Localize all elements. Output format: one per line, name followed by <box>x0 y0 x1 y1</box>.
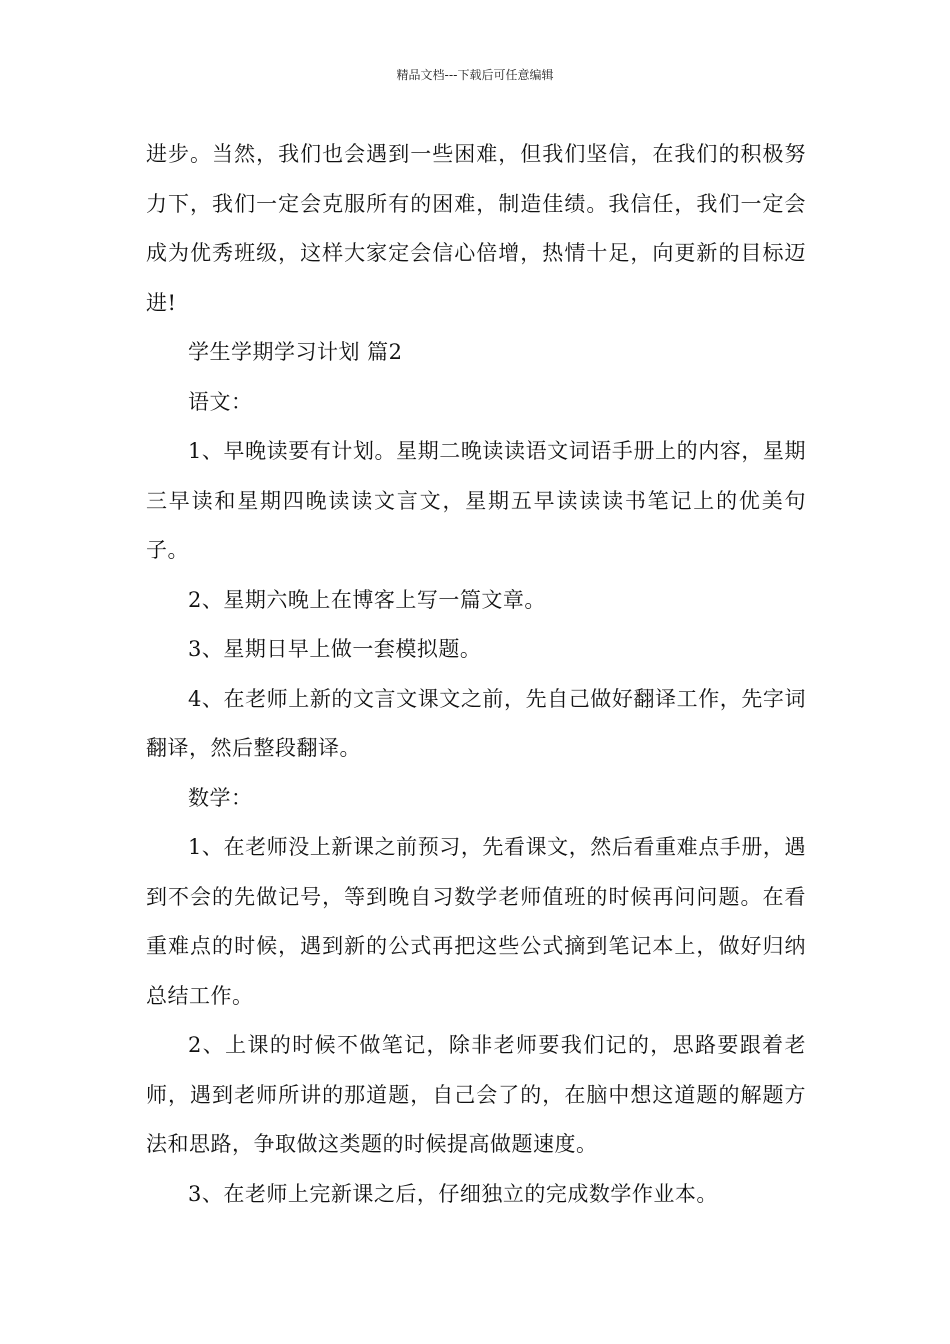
list-item: 2、上课的时候不做笔记，除非老师要我们记的，思路要跟着老师，遇到老师所讲的那道题，自己会了的，在脑中想这道题的解题方法和思路，争取做这类题的时候提高做题速度。 <box>146 1033 806 1156</box>
page-header: 精品文档---下载后可任意编辑 <box>396 68 554 82</box>
list-item: 3、在老师上完新课之后，仔细独立的完成数学作业本。 <box>188 1181 718 1206</box>
subject-heading-chinese: 语文： <box>188 389 253 414</box>
list-item: 1、早晚读要有计划。星期二晚读读语文词语手册上的内容，星期三早读和星期四晚读读文言文，星期五早读读读书笔记上的优美句子。 <box>146 439 806 562</box>
paragraph-continuation: 进步。当然，我们也会遇到一些困难，但我们坚信，在我们的积极努力下，我们一定会克服所有的困难，制造佳绩。我信任，我们一定会成为优秀班级，这样大家定会信心倍增，热情十足，向更新的目标迈进! <box>146 142 806 315</box>
section-title: 学生学期学习计划 篇2 <box>188 340 403 364</box>
list-item: 1、在老师没上新课之前预习，先看课文，然后看重难点手册，遇到不会的先做记号，等到晚自习数学老师值班的时候再问问题。在看重难点的时候，遇到新的公式再把这些公式摘到笔记本上，做好归纳总结工作。 <box>146 835 806 1008</box>
list-item: 2、星期六晚上在博客上写一篇文章。 <box>188 587 546 612</box>
list-item: 4、在老师上新的文言文课文之前，先自己做好翻译工作，先字词翻译，然后整段翻译。 <box>146 686 806 760</box>
list-item: 3、星期日早上做一套模拟题。 <box>188 637 482 661</box>
subject-heading-math: 数学： <box>188 785 253 810</box>
document-body <box>146 130 806 1219</box>
